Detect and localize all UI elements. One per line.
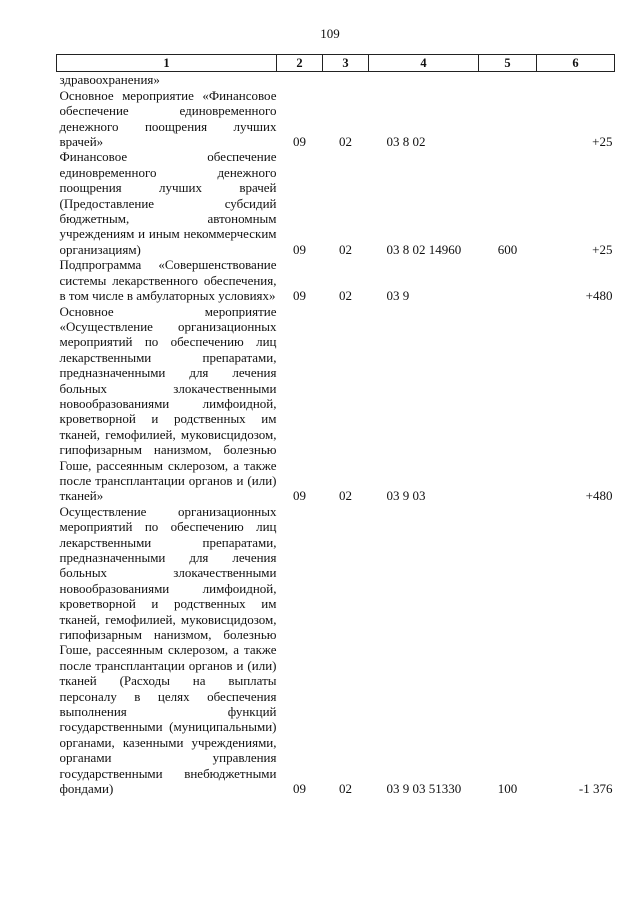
- row-expense-type: [479, 88, 537, 150]
- row-description: Основное мероприятие «Финансовое обеспечение единовременного денежного поощрения лучших врачей»: [59, 87, 277, 150]
- row-subsection: 02: [339, 488, 352, 504]
- row-subsection: [323, 72, 369, 88]
- table-row: [57, 72, 615, 88]
- row-amount: +480: [585, 488, 613, 504]
- row-section: 09: [293, 241, 306, 257]
- row-target-article: [369, 72, 479, 88]
- row-subsection: 02: [339, 134, 352, 150]
- budget-table: [56, 54, 615, 797]
- table-row: [57, 304, 615, 504]
- row-subsection: 02: [339, 288, 352, 304]
- row-section: 09: [293, 288, 306, 304]
- row-section: [277, 72, 323, 88]
- header-col-2: 2: [277, 55, 323, 72]
- row-section: 09: [293, 781, 306, 797]
- row-description: Осуществление организационных мероприятий по обеспечению лиц лекарственными препаратами, предназначенными для лечения больных злокачественными новообразованиями лимфоидной, кроветворной и родственных им тканей, гемофилией, муковисцидозом, гипофизарным нанизмом, болезнью Гоше, рассеянным склерозом, а также после трансплантации органов и (или) тканей (Расходы на выплаты персоналу в целях обеспечения выполнения функций государственными (муниципальными) органами, казенными учреждениями, органами управления государственными внебюджетными фондами): [59, 503, 277, 797]
- table-row: [57, 504, 615, 797]
- header-col-4: 4: [369, 55, 479, 72]
- row-description: Основное мероприятие «Осуществление организационных мероприятий по обеспечению лиц лекарственными препаратами, предназначенными для лечения больных злокачественными новообразованиями лимфоидной, кроветворной и родственных им тканей, гемофилией, муковисцидозом, гипофизарным нанизмом, болезнью Гоше, рассеянным склерозом, а также после трансплантации органов и (или) тканей»: [59, 303, 277, 504]
- row-subsection: 02: [339, 781, 352, 797]
- row-expense-type: [479, 72, 537, 88]
- row-target-article: 03 8 02: [386, 134, 426, 150]
- header-col-6: 6: [537, 55, 615, 72]
- row-amount: +25: [592, 134, 613, 150]
- row-description: Подпрограмма «Совершенствование системы лекарственного обеспечения, в том числе в амбулаторных условиях»: [59, 257, 277, 304]
- header-col-5: 5: [479, 55, 537, 72]
- row-section: 09: [293, 488, 306, 504]
- table-header-row: [57, 55, 615, 72]
- row-expense-type: [479, 304, 537, 504]
- row-amount: [537, 72, 615, 88]
- row-target-article: 03 8 02 14960: [386, 241, 462, 257]
- row-target-article: 03 9: [386, 288, 410, 304]
- row-amount: +480: [585, 288, 613, 304]
- row-description: Финансовое обеспечение единовременного денежного поощрения лучших врачей (Предоставление субсидий бюджетным, автономным учреждениям и иным некоммерческим организациям): [59, 149, 277, 257]
- row-description: здравоохранения»: [59, 72, 160, 88]
- table-row: [57, 88, 615, 150]
- row-amount: +25: [592, 241, 613, 257]
- page-number: 109: [320, 26, 340, 41]
- table-row: [57, 257, 615, 303]
- header-col-3: 3: [323, 55, 369, 72]
- row-expense-type: [479, 257, 537, 303]
- row-expense-type: 100: [497, 781, 518, 797]
- row-target-article: 03 9 03 51330: [386, 781, 462, 797]
- row-expense-type: 600: [497, 241, 518, 257]
- row-section: 09: [293, 134, 306, 150]
- header-col-1: 1: [57, 55, 277, 72]
- row-subsection: 02: [339, 241, 352, 257]
- row-target-article: 03 9 03: [386, 488, 426, 504]
- row-amount: -1 376: [578, 781, 613, 797]
- table-row: [57, 149, 615, 257]
